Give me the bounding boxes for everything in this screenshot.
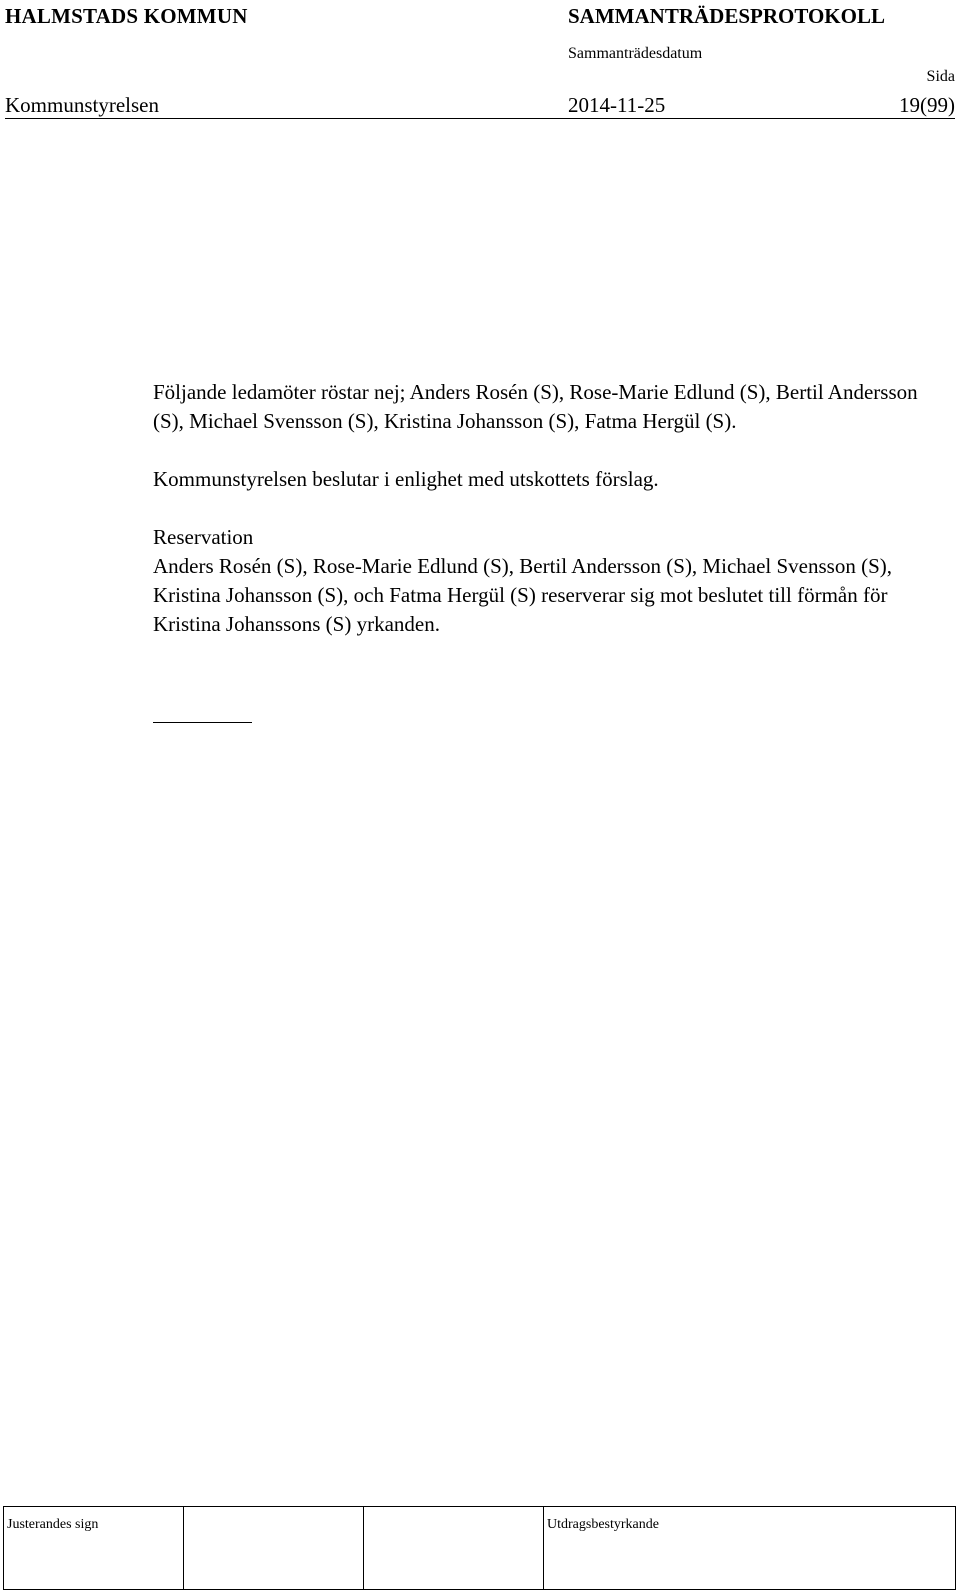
reservation-heading: Reservation [153,525,254,549]
committee-name: Kommunstyrelsen [5,93,159,117]
footer-cell-signature-3 [364,1507,544,1589]
signature-footer [3,1506,956,1590]
document-type: SAMMANTRÄDESPROTOKOLL [568,4,885,28]
decision-paragraph: Kommunstyrelsen beslutar i enlighet med utskottets förslag. [153,467,659,491]
page-label: Sida [926,68,955,85]
organization-name: HALMSTADS KOMMUN [5,4,248,28]
meeting-date: 2014-11-25 [568,93,666,117]
utdragsbestyrkande-label: Utdragsbestyrkande [547,1517,659,1532]
section-end-rule [153,722,252,723]
footer-cell-utdragsbestyrkande [544,1507,955,1589]
justerandes-sign-label: Justerandes sign [7,1517,99,1532]
reservation-text: Anders Rosén (S), Rose-Marie Edlund (S), Bertil Andersson (S), Michael Svensson (S), Kristina Johansson (S), och Fatma Hergül (S) reserverar sig mot beslutet till förmån för Kristina Johanssons (S) yrkanden. [153,554,892,636]
meeting-date-label: Sammanträdesdatum [568,45,703,62]
protocol-body [153,378,953,639]
header-divider [5,118,955,119]
page-number: 19(99) [899,93,955,117]
footer-cell-signature-2 [184,1507,364,1589]
votes-paragraph: Följande ledamöter röstar nej; Anders Rosén (S), Rose-Marie Edlund (S), Bertil Andersson (S), Michael Svensson (S), Kristina Johansson (S), Fatma Hergül (S). [153,380,918,433]
footer-cell-justerandes-sign [4,1507,184,1589]
